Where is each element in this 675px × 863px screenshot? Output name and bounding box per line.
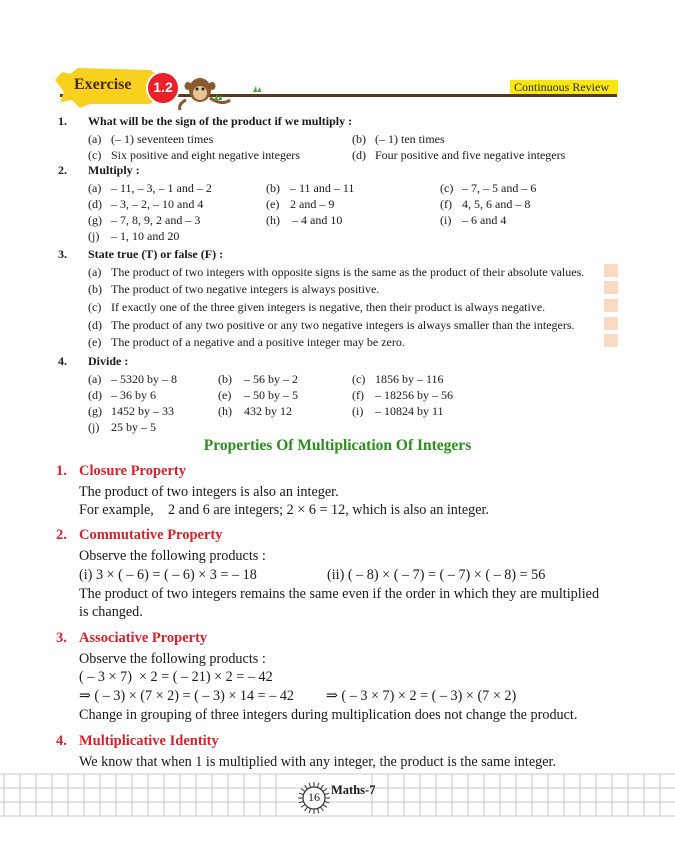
section-heading: Properties Of Multiplication Of Integers	[203, 437, 472, 454]
question-text: Multiply :	[88, 163, 140, 177]
item-text: 1452 by – 33	[111, 404, 174, 418]
item-label: (a)	[88, 265, 102, 279]
header-graphics	[0, 0, 675, 120]
item-text: – 7, 8, 9, 2 and – 3	[111, 213, 201, 227]
item-text: – 56 by – 2	[244, 372, 298, 386]
item-text: – 50 by – 5	[244, 388, 298, 402]
question-number: 1.	[58, 114, 67, 128]
property-number: 1.	[56, 463, 67, 479]
burst-ray	[320, 807, 323, 811]
item-text: – 7, – 5 and – 6	[462, 181, 537, 195]
item-label: (f)	[440, 197, 452, 211]
item-text: – 3, – 2, – 10 and 4	[111, 197, 204, 211]
item-label: (a)	[88, 372, 102, 386]
answer-box[interactable]	[604, 334, 618, 347]
item-text: The product of two integers with opposite signs is the same as the product of their absolute values.	[111, 265, 585, 279]
item-text: 4, 5, 6 and – 8	[462, 197, 531, 211]
property-title: Multiplicative Identity	[79, 733, 219, 749]
grass-icon	[253, 86, 261, 92]
answer-box[interactable]	[604, 299, 618, 312]
burst-ray	[305, 807, 308, 811]
burst-ray	[309, 783, 311, 788]
item-label: (c)	[88, 148, 102, 162]
item-label: (d)	[88, 388, 102, 402]
item-text: – 18256 by – 56	[375, 388, 453, 402]
item-text: – 4 and 10	[292, 213, 343, 227]
item-label: (b)	[218, 372, 232, 386]
item-label: (c)	[88, 300, 102, 314]
item-text: – 10824 by 11	[375, 404, 444, 418]
property-example: ⇒ ( – 3) × (7 × 2) = ( – 3) × 14 = – 42	[79, 688, 295, 704]
property-text: is changed.	[79, 604, 143, 620]
item-label: (b)	[352, 132, 366, 146]
item-text: (– 1) ten times	[375, 132, 445, 146]
exercise-number: 1.2	[153, 79, 173, 95]
answer-box[interactable]	[604, 264, 618, 277]
item-text: The product of a negative and a positive integer may be zero.	[111, 335, 405, 349]
property-text: Change in grouping of three integers during multiplication does not change the product.	[79, 707, 578, 723]
item-text: 25 by – 5	[111, 420, 156, 434]
item-text: – 6 and 4	[462, 213, 507, 227]
item-label: (e)	[88, 335, 102, 349]
item-text: – 1, 10 and 20	[111, 229, 180, 243]
item-label: (g)	[88, 213, 102, 227]
item-label: (a)	[88, 181, 102, 195]
item-label: (j)	[88, 229, 100, 243]
item-text: Four positive and five negative integers	[375, 148, 566, 162]
item-text: – 11 and – 11	[290, 181, 355, 195]
item-label: (d)	[352, 148, 366, 162]
item-label: (b)	[266, 181, 280, 195]
property-title: Closure Property	[79, 463, 186, 479]
property-text: We know that when 1 is multiplied with any integer, the product is the same integer.	[79, 754, 557, 770]
property-number: 4.	[56, 733, 67, 749]
item-label: (d)	[88, 197, 102, 211]
item-label: (e)	[218, 388, 232, 402]
item-label: (c)	[352, 372, 366, 386]
item-label: (b)	[88, 282, 102, 296]
property-text: Observe the following products :	[79, 548, 266, 564]
book-title: Maths-7	[331, 783, 376, 797]
property-text: Observe the following products :	[79, 651, 266, 667]
item-text: – 11, – 3, – 1 and – 2	[111, 181, 212, 195]
item-label: (j)	[88, 420, 100, 434]
item-label: (d)	[88, 318, 102, 332]
property-number: 3.	[56, 630, 67, 646]
item-label: (a)	[88, 132, 102, 146]
property-number: 2.	[56, 527, 67, 543]
item-label: (i)	[440, 213, 452, 227]
property-title: Commutative Property	[79, 527, 223, 543]
property-text: The product of two integers remains the same even if the order in which they are multiplied	[79, 586, 600, 602]
answer-box[interactable]	[604, 281, 618, 294]
burst-ray	[317, 808, 319, 813]
property-example: (i) 3 × ( – 6) = ( – 6) × 3 = – 18	[79, 567, 257, 583]
item-text: Six positive and eight negative integers	[111, 148, 300, 162]
item-text: – 36 by 6	[111, 388, 156, 402]
property-text: For example, 2 and 6 are integers; 2 × 6 = 12, which is also an integer.	[79, 502, 490, 518]
burst-ray	[309, 808, 311, 813]
item-text: – 5320 by – 8	[111, 372, 177, 386]
question-text: What will be the sign of the product if we multiply :	[88, 114, 353, 128]
review-label: Continuous Review	[514, 80, 609, 94]
question-text: State true (T) or false (F) :	[88, 247, 224, 261]
property-example: ⇒ ( – 3 × 7) × 2 = ( – 3) × (7 × 2)	[326, 688, 517, 704]
property-text: The product of two integers is also an integer.	[79, 484, 339, 500]
burst-ray	[320, 785, 323, 789]
question-number: 2.	[58, 163, 67, 177]
item-label: (e)	[266, 197, 280, 211]
item-text: The product of two negative integers is always positive.	[111, 282, 380, 296]
question-number: 3.	[58, 247, 67, 261]
answer-box[interactable]	[604, 317, 618, 330]
item-label: (f)	[352, 388, 364, 402]
burst-ray	[317, 783, 319, 788]
item-label: (h)	[266, 213, 280, 227]
item-text: 1856 by – 116	[375, 372, 444, 386]
item-text: (– 1) seventeen times	[111, 132, 214, 146]
question-text: Divide :	[88, 354, 129, 368]
page-number: 16	[308, 790, 320, 804]
item-text: 432 by 12	[244, 404, 292, 418]
item-label: (g)	[88, 404, 102, 418]
item-text: The product of any two positive or any two negative integers is always smaller than the integers.	[111, 318, 575, 332]
question-number: 4.	[58, 354, 67, 368]
burst-ray	[305, 785, 308, 789]
property-example: ( – 3 × 7) × 2 = ( – 21) × 2 = – 42	[79, 669, 273, 685]
item-label: (h)	[218, 404, 232, 418]
item-text: If exactly one of the three given integers is negative, then their product is always negative.	[111, 300, 546, 314]
property-title: Associative Property	[79, 630, 208, 646]
item-text: 2 and – 9	[290, 197, 335, 211]
item-label: (i)	[352, 404, 364, 418]
property-example: (ii) ( – 8) × ( – 7) = ( – 7) × ( – 8) = 56	[327, 567, 546, 583]
item-label: (c)	[440, 181, 454, 195]
exercise-label: Exercise	[74, 76, 132, 93]
